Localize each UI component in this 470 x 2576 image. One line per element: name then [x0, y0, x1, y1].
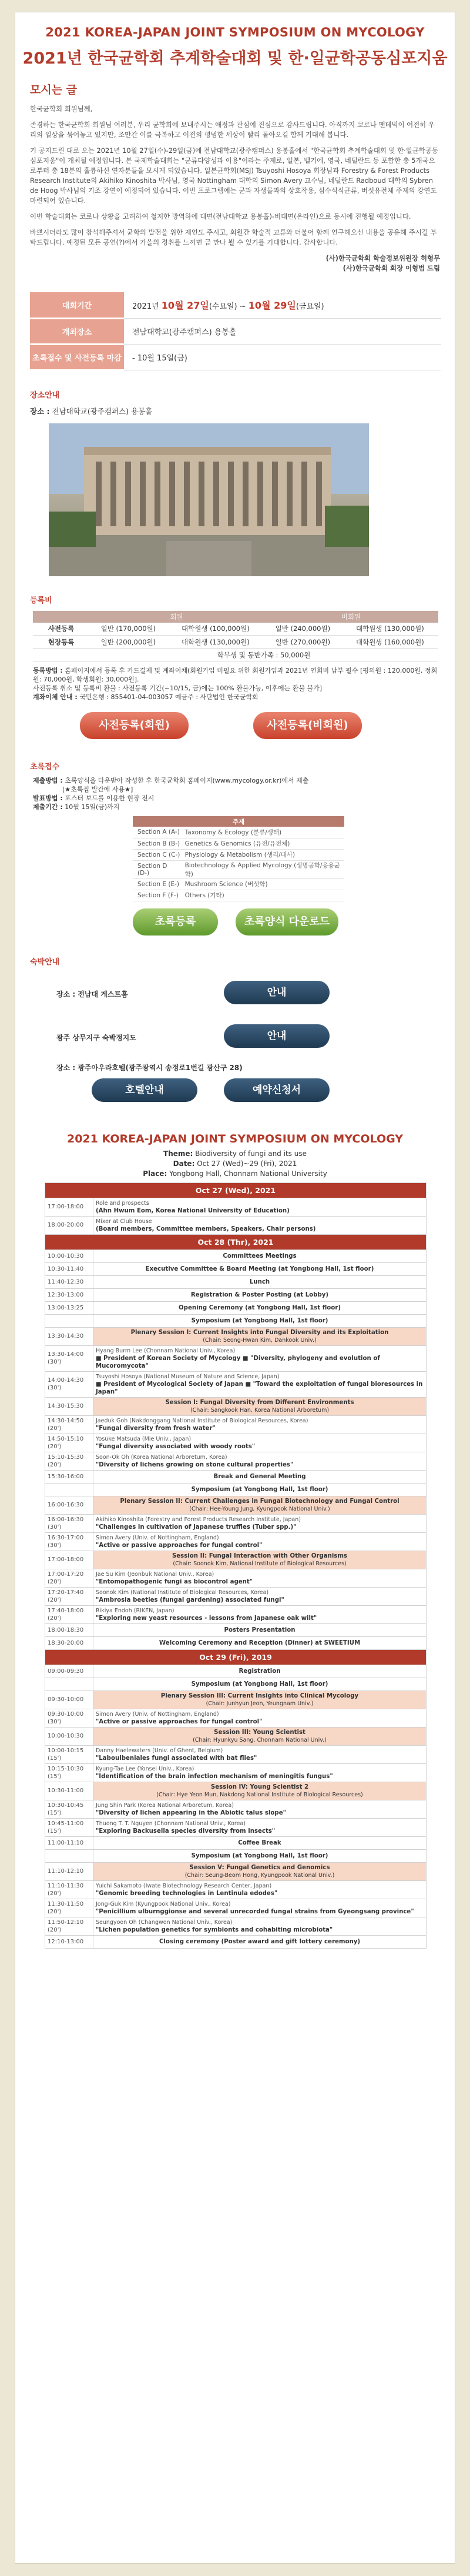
program-row: [45, 1849, 427, 1862]
page-header: [15, 12, 455, 68]
title-ko: 2021년 한국균학회 추계학술대회 및 한·일균학공동심포지움: [22, 49, 448, 68]
program-entry: Welcoming Ceremony and Reception (Dinner) at SWEETIUM: [93, 1636, 427, 1649]
program-entry: Session II: Fungal Interaction with Other Organisms (Chair: Soonok Kim, National Institute of Biological Resources): [93, 1551, 427, 1569]
building-image: [49, 423, 369, 576]
program-row: [45, 1709, 427, 1727]
program-row: [45, 1275, 427, 1288]
program-entry: Session V: Fungal Genetics and Genomics (Chair: Seung-Beom Hong, Kyungpook National Univ.): [93, 1862, 427, 1880]
program-time: 11:50-12:10 (20'): [45, 1917, 93, 1935]
accommodation-heading: 숙박안내: [30, 957, 60, 967]
program-table: [45, 1182, 427, 1949]
program-day-header: Oct 27 (Wed), 2021: [45, 1182, 427, 1198]
program-row: [45, 1514, 427, 1532]
program-entry: Plenary Session I: Current Insights into Fungal Diversity and its Exploitation (Chair: Seong-Hwan Kim, Dankook Univ.): [93, 1327, 427, 1345]
program-row: [45, 1551, 427, 1569]
program-time: 12:10-13:00: [45, 1935, 93, 1948]
program-row: [45, 1301, 427, 1314]
program-entry: Rikiya Endoh (RIKEN, Japan) "Exploring new yeast resources - lessons from Japanese oak wilt": [93, 1605, 427, 1623]
program-meta: Theme: Biodiversity of fungi and its use Date: Oct 27 (Wed)~29 (Fri), 2021 Place: Yongbong Hall, Chonnam National University: [143, 1149, 327, 1178]
program-entry: Simon Avery (Univ. of Nottingham, England) "Active or passive approaches for fungal control": [93, 1532, 427, 1551]
session-row: Section E (E-) Mushroom Science (버섯학): [133, 878, 344, 890]
program-row: [45, 1452, 427, 1470]
program-row: [45, 1397, 427, 1415]
program-row: [45, 1818, 427, 1836]
program-time: 14:50-15:10 (20'): [45, 1434, 93, 1452]
program-title: 2021 KOREA-JAPAN JOINT SYMPOSIUM ON MYCOLOGY: [66, 1132, 404, 1145]
program-time: 13:30-14:30: [45, 1327, 93, 1345]
program-row: [45, 1745, 427, 1763]
program-time: [45, 1314, 93, 1327]
program-row: [45, 1917, 427, 1935]
date-label: 대회기간: [30, 292, 124, 318]
program-time: 13:30-14:00 (30'): [45, 1345, 93, 1371]
program-time: 10:00-10:30: [45, 1249, 93, 1262]
program-row: [45, 1899, 427, 1917]
program-day-header: Oct 28 (Thr), 2021: [45, 1234, 427, 1249]
program-entry: Thuong T. T. Nguyen (Chonnam National Univ., Korea) "Exploring Backusella species diversity from insects": [93, 1818, 427, 1836]
program-time: 09:00-09:30: [45, 1665, 93, 1678]
deadline-value: - 10월 15일(금): [124, 344, 441, 370]
program-row: [45, 1532, 427, 1551]
program-entry: Session III: Young Scientist (Chair: Hyunkyu Sang, Chonnam National Univ.): [93, 1727, 427, 1745]
program-time: 16:00-16:30: [45, 1496, 93, 1514]
program-row: [45, 1636, 427, 1649]
signature-2: (사)한국균학회 회장 이형범 드림: [343, 264, 440, 272]
program-time: 15:30-16:00: [45, 1470, 93, 1483]
fee-row: 사전등록 일반 (170,000원) 대학원생 (100,000원) 일반 (240,000원) 대학원생 (130,000원): [33, 623, 438, 636]
program-row: [45, 1782, 427, 1800]
program-row: [45, 1665, 427, 1678]
fee-group-member: 회원: [89, 611, 264, 623]
program-row: [45, 1678, 427, 1690]
program-time: [45, 1678, 93, 1690]
program-time: 18:00-20:00: [45, 1216, 93, 1234]
program-time: 17:40-18:00 (20'): [45, 1605, 93, 1623]
fee-group-nonmember: 비회원: [264, 611, 438, 623]
program-time: 14:00-14:30 (30'): [45, 1371, 93, 1397]
program-row: [45, 1690, 427, 1709]
program-entry: Coffee Break: [93, 1836, 427, 1849]
program-time: 17:00-18:00: [45, 1198, 93, 1216]
program-row: [45, 1880, 427, 1899]
session-row: Section A (A-) Taxonomy & Ecology (분류/생태): [133, 827, 344, 838]
program-time: 15:10-15:30 (20'): [45, 1452, 93, 1470]
session-row: Section C (C-) Physiology & Metabolism (생리/대사): [133, 849, 344, 860]
program-entry: Simon Avery (Univ. of Nottingham, England) "Active or passive approaches for fungal control": [93, 1709, 427, 1727]
program-entry: Jung Shin Park (Korea National Arboretum, Korea) "Diversity of lichen appearing in the Abiotic talus slope": [93, 1800, 427, 1818]
program-entry: Tsuyoshi Hosoya (National Museum of Nature and Science, Japan) ■ President of Mycological Society of Japan ■ "Toward the exploitation of fungal bioresources in Japan": [93, 1371, 427, 1397]
program-row: [45, 1249, 427, 1262]
program-entry: Executive Committee & Board Meeting (at Yongbong Hall, 1st floor): [93, 1262, 427, 1275]
program-row: [45, 1727, 427, 1745]
program-entry: Committees Meetings: [93, 1249, 427, 1262]
program-row: [45, 1935, 427, 1948]
greeting-paragraph: 기 공지드린 대로 오는 2021년 10월 27일(수)-29일(금)에 전남대학교(광주캠퍼스) 용봉홀에서 "한국균학회 추계학술대회 및 한·일균학공동심포지움"이 개최될 예정입니다. 본 국제학술대회는 "균류다양성과 이용"이라는 주제로, 일본, 벨기에, 영국, 네덜란드 등 포함한 총 5개국으로부터 총 18분의 훌륭하신 연자분들을 모시게 되었습니다. 일본균학회(MSJ) Tsuyoshi Hosoya 회장님과 Forestry & Forest Products Research Institute의 Akihiko Kinoshita 박사님, 영국 Nottingham 대학의 Simon Avery 교수님, 네덜란드 Radboud 대학의 Sybren de Hoog 박사님의 기조 강연이 예정되어 있습니다. 이번 프로그램에는 균과 자생물과의 상호작용, 심수식식균류, 버섯유전체 주제의 강연도 마련되어 있습니다.: [30, 146, 438, 205]
fee-notes: 등록방법 : 홈페이지에서 등록 후 카드결제 및 계좌이체(회원가입 미필요 위한 회원가입과 2021년 연회비 납부 필수 [평의원 : 120,000원, 정회원: 70,000원, 학생회원: 30,000원]. 사전등록 취소 및 등록비 환불 : 사전등록 기간(~10/15, 금)에는 100% 환불가능, 이후에는 환불 불가] 계좌이체 안내 : 국민은행 : 855401-04-003057 예금주 : 사단법인 한국균학회: [33, 667, 438, 701]
program-time: 16:30-17:00 (30'): [45, 1532, 93, 1551]
program-entry: Lunch: [93, 1275, 427, 1288]
program-row: [45, 1345, 427, 1371]
program-time: 11:10-11:30 (20'): [45, 1880, 93, 1899]
program-entry: Soonok Kim (National Institute of Biological Resources, Korea) "Ambrosia beetles (fungal gardening) associated fungi": [93, 1587, 427, 1605]
program-row: [45, 1434, 427, 1452]
program-row: [45, 1862, 427, 1880]
program-time: 09:30-10:00 (30'): [45, 1709, 93, 1727]
program-row: [45, 1262, 427, 1275]
program-time: 18:00-18:30: [45, 1623, 93, 1636]
program-entry: Symposium (at Yongbong Hall, 1st floor): [93, 1849, 427, 1862]
greeting-paragraph: 한국균학회 회원님께,: [30, 105, 93, 113]
event-info-table: [30, 292, 441, 371]
program-row: [45, 1198, 427, 1216]
program-time: 10:00-10:30: [45, 1727, 93, 1745]
program-entry: Closing ceremony (Poster award and gift lottery ceremony): [93, 1935, 427, 1948]
program-entry: Soon-Ok Oh (Korea National Arboretum, Korea) "Diversity of lichens growing on stone cultural properties": [93, 1452, 427, 1470]
program-row: [45, 1496, 427, 1514]
program-entry: Plenary Session II: Current Challenges in Fungal Biotechnology and Fungal Control (Chair: Hee-Young Jung, Kyungpook National Univ.): [93, 1496, 427, 1514]
program-time: 11:40-12:30: [45, 1275, 93, 1288]
program-entry: Seungyoon Oh (Changwon National Univ., Korea) "Lichen population genetics for symbionts and cohabiting microbiota": [93, 1917, 427, 1935]
program-time: 11:10-12:10: [45, 1862, 93, 1880]
location-line: 장소 : 전남대학교(광주캠퍼스) 용봉홀: [30, 406, 153, 416]
program-time: 11:00-11:10: [45, 1836, 93, 1849]
accommodation-item: 장소 : 광주아우라호텔(광주광역시 송정로1번길 광산구 28): [56, 1063, 243, 1072]
program-time: 14:30-14:50 (20'): [45, 1415, 93, 1434]
fee-heading: 등록비: [30, 596, 52, 605]
greeting-title: 모시는 글: [30, 83, 78, 96]
program-row: [45, 1763, 427, 1782]
register-nonmember-button[interactable]: 사전등록(비회원): [253, 712, 362, 739]
program-time: 10:45-11:00 (15'): [45, 1818, 93, 1836]
program-row: [45, 1216, 427, 1234]
program-entry: Posters Presentation: [93, 1623, 427, 1636]
program-time: 17:20-17:40 (20'): [45, 1587, 93, 1605]
abstract-heading: 초록접수: [30, 763, 60, 771]
program-entry: Role and prospects (Ahn Hwum Eom, Korea National University of Education): [93, 1198, 427, 1216]
greeting-paragraph: 바쁘시더라도 많이 참석해주셔서 균학의 발전을 위한 제언도 주시고, 회원간 학술적 교류와 더불어 함께 연구해오신 내용을 공유해 주시길 부탁드립니다. 예정된 모든 공연(?)에서 가을의 정취를 느끼면 금 만나 뵐 수 있기를 기대합니다. 감사합니다.: [30, 228, 437, 246]
fee-corner: [33, 611, 89, 623]
session-row: Section F (F-) Others (기타): [133, 890, 344, 901]
fee-table: [33, 611, 438, 662]
program-time: 14:30-15:30: [45, 1397, 93, 1415]
guesthouse-info-button[interactable]: 안내: [224, 981, 330, 1004]
venue-value: 전남대학교(광주캠퍼스) 용봉홀: [124, 318, 441, 344]
venue-photo: [49, 423, 369, 576]
deadline-label: 초록접수 및 사전등록 마감: [30, 344, 124, 370]
map-info-button[interactable]: 안내: [224, 1024, 330, 1048]
program-row: [45, 1800, 427, 1818]
program-row: [45, 1569, 427, 1587]
program-entry: Symposium (at Yongbong Hall, 1st floor): [93, 1678, 427, 1690]
program-row: [45, 1314, 427, 1327]
session-table-header: 주제: [133, 816, 344, 827]
signature-1: (사)한국균학회 학술정보위원장 허형무: [325, 254, 440, 262]
program-entry: Jong-Guk Kim (Kyungpook National Univ., Korea) "Penicillium ulburnggionse and several unrecorded fungal strains from Gyeongsang province": [93, 1899, 427, 1917]
program-time: [45, 1483, 93, 1496]
program-time: 17:00-17:20 (20'): [45, 1569, 93, 1587]
program-entry: Yuichi Sakamoto (Iwate Biotechnology Research Center, Japan) "Genomic breeding technologies in Lentinula edodes": [93, 1880, 427, 1899]
program-row: [45, 1288, 427, 1301]
program-time: 17:00-18:00: [45, 1551, 93, 1569]
page-card: [15, 12, 455, 2564]
program-time: 10:30-11:00: [45, 1782, 93, 1800]
greeting-body: [30, 104, 440, 273]
program-entry: Opening Ceremony (at Yongbong Hall, 1st floor): [93, 1301, 427, 1314]
program-row: [45, 1587, 427, 1605]
hotel-info-button[interactable]: 호텔안내: [92, 1078, 197, 1102]
program-row: [45, 1836, 427, 1849]
program-time: 10:15-10:30 (15'): [45, 1763, 93, 1782]
program-row: [45, 1415, 427, 1434]
program-row: [45, 1605, 427, 1623]
greeting-paragraph: 존경하는 한국균학회 회원님 여러분, 우리 균학회에 보내주시는 애정과 관심에 진심으로 감사드립니다. 아직까지 코로나 팬데믹이 여전히 우리의 일상을 묶어놓고 있지만, 조만간 이를 극복하고 이전의 평범한 세상이 빨리 돌아오길 함께 기대해 봅니다.: [30, 121, 435, 139]
program-entry: Break and General Meeting: [93, 1470, 427, 1483]
program-entry: Kyung-Tae Lee (Yonsei Univ., Korea) "Identification of the brain infection mechanism of meningitis fungus": [93, 1763, 427, 1782]
program-entry: Jaeduk Goh (Nakdonggang National Institute of Biological Resources, Korea) "Fungal diversity from fresh water": [93, 1415, 427, 1434]
program-row: [45, 1371, 427, 1397]
reservation-form-button[interactable]: 예약신청서: [224, 1078, 330, 1102]
fee-undergrad-note: 학부생 및 동반가족 : 50,000원: [89, 649, 438, 661]
program-time: 10:30-11:40: [45, 1262, 93, 1275]
program-entry: Mixer at Club House (Board members, Committee members, Speakers, Chair persons): [93, 1216, 427, 1234]
program-time: 16:00-16:30 (30'): [45, 1514, 93, 1532]
program-row: [45, 1470, 427, 1483]
program-entry: Hyang Burm Lee (Chonnam National Univ., Korea) ■ President of Korean Society of Mycology ■ "Diversity, phylogeny and evolution of Mucoromycota": [93, 1345, 427, 1371]
program-time: 18:30-20:00: [45, 1636, 93, 1649]
program-entry: Jae Su Kim (Jeonbuk National Univ., Korea) "Entomopathogenic fungi as biocontrol agent": [93, 1569, 427, 1587]
abstract-download-button[interactable]: 초록양식 다운로드: [236, 908, 338, 935]
abstract-notes: 제출방법 : 초록양식을 다운받아 작성한 후 한국균학회 홈페이지(www.mycology.or.kr)에서 제출 [★초록집 발간에 사용★] 발표방법 : 포스터 보드를 이용한 현장 전시 제출기간 : 10월 15일(금)까지: [33, 777, 309, 811]
program-time: 11:30-11:50 (20'): [45, 1899, 93, 1917]
program-row: [45, 1327, 427, 1345]
location-heading: 장소안내: [30, 390, 60, 400]
program-entry: Danny Haelewaters (Univ. of Ghent, Belgium) "Laboulbeniales fungi associated with bat flies": [93, 1745, 427, 1763]
program-day-header: Oct 29 (Fri), 2019: [45, 1649, 427, 1665]
program-time: 09:30-10:00: [45, 1690, 93, 1709]
greeting-paragraph: 이번 학술대회는 코로나 상황을 고려하여 철저한 방역하에 대면(전남대학교 용봉홀)-비대면(온라인)으로 동시에 진행될 예정입니다.: [30, 212, 411, 220]
program-entry: Session I: Fungal Diversity from Different Environments (Chair: Sangkook Han, Korea National Arboretum): [93, 1397, 427, 1415]
program-entry: Symposium (at Yongbong Hall, 1st floor): [93, 1483, 427, 1496]
program-time: 10:00-10:15 (15'): [45, 1745, 93, 1763]
session-row: Section B (B-) Genetics & Genomics (유전/유전체): [133, 838, 344, 849]
fee-row: 현장등록 일반 (200,000원) 대학원생 (130,000원) 일반 (270,000원) 대학원생 (160,000원): [33, 636, 438, 649]
venue-label: 개최장소: [30, 318, 124, 344]
title-en: 2021 KOREA-JAPAN JOINT SYMPOSIUM ON MYCOLOGY: [45, 25, 425, 39]
accommodation-item: 광주 상무지구 숙박정지도: [56, 1033, 136, 1042]
date-value: 2021년 10월 27일(수요일) ~ 10월 29일(금요일): [124, 292, 441, 318]
session-table: [133, 816, 344, 901]
program-entry: Registration & Poster Posting (at Lobby): [93, 1288, 427, 1301]
session-row: Section D (D-) Biotechnology & Applied Mycology (생명공학/응용균학): [133, 860, 344, 878]
accommodation-section: [15, 967, 455, 1114]
program-time: 10:30-10:45 (15'): [45, 1800, 93, 1818]
program-row: [45, 1623, 427, 1636]
register-member-button[interactable]: 사전등록(회원): [80, 712, 189, 739]
program-time: 12:30-13:00: [45, 1288, 93, 1301]
accommodation-item: 장소 : 전남대 게스트홈: [56, 990, 128, 998]
program-entry: Yosuke Matsuda (Mie Univ., Japan) "Fungal diversity associated with woody roots": [93, 1434, 427, 1452]
program-entry: Session IV: Young Scientist 2 (Chair: Hye Yeon Mun, Nakdong National Institute of Biological Resources): [93, 1782, 427, 1800]
program-time: [45, 1849, 93, 1862]
program-time: 13:00-13:25: [45, 1301, 93, 1314]
program-row: [45, 1483, 427, 1496]
program-entry: Symposium (at Yongbong Hall, 1st floor): [93, 1314, 427, 1327]
program-entry: Plenary Session III: Current Insights into Clinical Mycology (Chair: Junhyun Jeon, Yeungnam Univ.): [93, 1690, 427, 1709]
abstract-submit-button[interactable]: 초록등록: [133, 908, 218, 935]
program-entry: Akihiko Kinoshita (Forestry and Forest Products Research Institute, Japan) "Challenges in cultivation of Japanese truffles (Tuber spp.)": [93, 1514, 427, 1532]
program-entry: Registration: [93, 1665, 427, 1678]
